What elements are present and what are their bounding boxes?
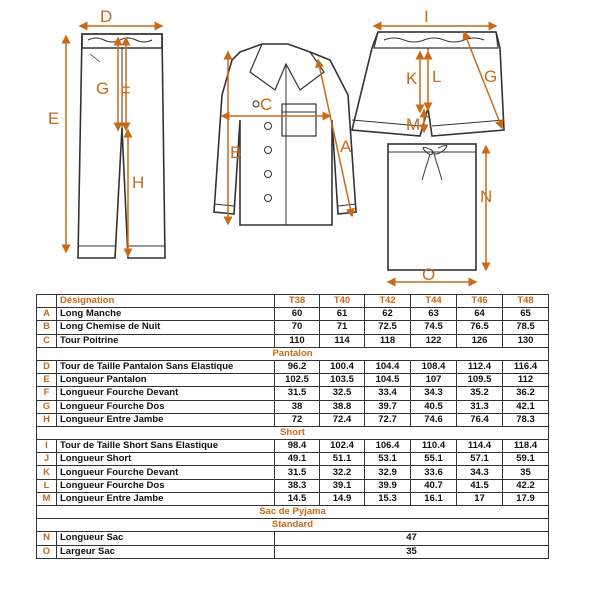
row-value: 72.5 [365, 321, 411, 334]
row-letter: H [37, 413, 57, 426]
table-row [37, 334, 549, 347]
row-value: 31.3 [457, 400, 503, 413]
row-label: Longueur Short [57, 453, 275, 466]
label-b: B [230, 143, 242, 162]
header-size: T44 [411, 295, 457, 308]
row-value: 65 [503, 308, 549, 321]
row-value: 42.1 [503, 400, 549, 413]
row-value: 14.5 [275, 492, 320, 505]
section-row [37, 426, 549, 439]
row-value: 118.4 [503, 440, 549, 453]
table-row [37, 413, 549, 426]
row-label: Longueur Fourche Devant [57, 387, 275, 400]
label-m: M [406, 115, 421, 134]
table-row [37, 492, 549, 505]
row-value: 116.4 [503, 360, 549, 373]
row-value: 39.9 [365, 479, 411, 492]
row-value: 61 [320, 308, 365, 321]
row-value: 33.4 [365, 387, 411, 400]
row-label: Longueur Entre Jambe [57, 413, 275, 426]
row-value: 107 [411, 374, 457, 387]
row-value: 53.1 [365, 453, 411, 466]
row-label: Tour de Taille Short Sans Elastique [57, 440, 275, 453]
row-value: 40.5 [411, 400, 457, 413]
table-row [37, 321, 549, 334]
row-value: 36.2 [503, 387, 549, 400]
row-label: Long Manche [57, 308, 275, 321]
row-value: 118 [365, 334, 411, 347]
row-value: 32.5 [320, 387, 365, 400]
row-value: 74.6 [411, 413, 457, 426]
row-value: 35 [503, 466, 549, 479]
row-value: 78.3 [503, 413, 549, 426]
section-sac-de-pyjama: Sac de Pyjama [37, 506, 549, 519]
row-value: 108.4 [411, 360, 457, 373]
table-row [37, 374, 549, 387]
label-l: L [432, 67, 442, 86]
row-value: 114 [320, 334, 365, 347]
row-value: 32.2 [320, 466, 365, 479]
header-size: T38 [275, 295, 320, 308]
row-letter: O [37, 545, 57, 558]
row-label: Longueur Pantalon [57, 374, 275, 387]
table-row [37, 400, 549, 413]
row-value: 40.7 [411, 479, 457, 492]
section-row [37, 506, 549, 519]
row-letter: J [37, 453, 57, 466]
row-value: 109.5 [457, 374, 503, 387]
row-label: Longueur Entre Jambe [57, 492, 275, 505]
row-value: 64 [457, 308, 503, 321]
row-label: Longueur Fourche Dos [57, 400, 275, 413]
row-value: 126 [457, 334, 503, 347]
row-value: 60 [275, 308, 320, 321]
header-size: T42 [365, 295, 411, 308]
row-value: 102.4 [320, 440, 365, 453]
row-label: Longueur Fourche Devant [57, 466, 275, 479]
row-letter: D [37, 360, 57, 373]
row-value: 47 [275, 532, 549, 545]
row-value: 103.5 [320, 374, 365, 387]
table-row [37, 545, 549, 558]
row-label: Longueur Sac [57, 532, 275, 545]
size-chart-table [36, 294, 549, 559]
row-value: 76.4 [457, 413, 503, 426]
row-letter: L [37, 479, 57, 492]
section-standard: Standard [37, 519, 549, 532]
label-a: A [340, 137, 352, 156]
table-row [37, 387, 549, 400]
row-value: 112.4 [457, 360, 503, 373]
row-letter: A [37, 308, 57, 321]
row-value: 72 [275, 413, 320, 426]
row-value: 106.4 [365, 440, 411, 453]
row-label: Long Chemise de Nuit [57, 321, 275, 334]
row-value: 32.9 [365, 466, 411, 479]
row-value: 38 [275, 400, 320, 413]
row-value: 31.5 [275, 387, 320, 400]
label-i: I [424, 7, 429, 26]
row-letter: G [37, 400, 57, 413]
row-value: 96.2 [275, 360, 320, 373]
table-row [37, 466, 549, 479]
row-value: 16.1 [411, 492, 457, 505]
row-value: 38.3 [275, 479, 320, 492]
row-value: 72.7 [365, 413, 411, 426]
row-letter: N [37, 532, 57, 545]
row-value: 130 [503, 334, 549, 347]
header-size: T46 [457, 295, 503, 308]
row-value: 63 [411, 308, 457, 321]
row-value: 34.3 [411, 387, 457, 400]
row-value: 100.4 [320, 360, 365, 373]
row-value: 35 [275, 545, 549, 558]
row-value: 62 [365, 308, 411, 321]
garment-measurement-diagram [0, 0, 600, 292]
label-c: C [260, 95, 273, 114]
row-value: 55.1 [411, 453, 457, 466]
label-g-shorts: G [484, 67, 498, 86]
pants-drawing [78, 34, 165, 258]
section-row [37, 519, 549, 532]
table-row [37, 440, 549, 453]
section-short: Short [37, 426, 549, 439]
row-value: 78.5 [503, 321, 549, 334]
row-value: 110.4 [411, 440, 457, 453]
row-value: 70 [275, 321, 320, 334]
row-value: 110 [275, 334, 320, 347]
row-value: 122 [411, 334, 457, 347]
row-value: 39.1 [320, 479, 365, 492]
row-value: 41.5 [457, 479, 503, 492]
table-row [37, 453, 549, 466]
table-row [37, 532, 549, 545]
row-value: 114.4 [457, 440, 503, 453]
row-value: 74.5 [411, 321, 457, 334]
header-size: T48 [503, 295, 549, 308]
row-label: Tour de Taille Pantalon Sans Elastique [57, 360, 275, 373]
row-label: Tour Poitrine [57, 334, 275, 347]
row-value: 31.5 [275, 466, 320, 479]
row-value: 39.7 [365, 400, 411, 413]
label-e: E [48, 109, 60, 128]
table-header-row [37, 295, 549, 308]
row-letter: I [37, 440, 57, 453]
row-letter: E [37, 374, 57, 387]
row-value: 34.3 [457, 466, 503, 479]
row-value: 17.9 [503, 492, 549, 505]
section-pantalon: Pantalon [37, 347, 549, 360]
row-value: 33.6 [411, 466, 457, 479]
row-value: 49.1 [275, 453, 320, 466]
label-f: F [120, 83, 131, 102]
row-value: 51.1 [320, 453, 365, 466]
row-value: 76.5 [457, 321, 503, 334]
label-h: H [132, 173, 145, 192]
row-value: 102.5 [275, 374, 320, 387]
label-o: O [422, 265, 436, 284]
row-value: 42.2 [503, 479, 549, 492]
row-letter: F [37, 387, 57, 400]
row-value: 72.4 [320, 413, 365, 426]
header-size: T40 [320, 295, 365, 308]
row-value: 104.4 [365, 360, 411, 373]
label-g-pants: G [96, 79, 110, 98]
row-value: 59.1 [503, 453, 549, 466]
row-value: 71 [320, 321, 365, 334]
row-value: 35.2 [457, 387, 503, 400]
table-row [37, 308, 549, 321]
row-letter: M [37, 492, 57, 505]
row-label: Longueur Fourche Dos [57, 479, 275, 492]
row-value: 14.9 [320, 492, 365, 505]
row-label: Largeur Sac [57, 545, 275, 558]
row-value: 15.3 [365, 492, 411, 505]
bag-drawing [388, 144, 476, 270]
row-value: 104.5 [365, 374, 411, 387]
row-value: 38.8 [320, 400, 365, 413]
row-value: 57.1 [457, 453, 503, 466]
section-row [37, 347, 549, 360]
header-designation: Désignation [57, 295, 275, 308]
row-letter: K [37, 466, 57, 479]
label-n: N [480, 187, 493, 206]
label-k: K [406, 69, 418, 88]
table-row [37, 479, 549, 492]
table-row [37, 360, 549, 373]
row-letter: B [37, 321, 57, 334]
label-d: D [100, 7, 113, 26]
row-letter: C [37, 334, 57, 347]
row-value: 112 [503, 374, 549, 387]
row-value: 17 [457, 492, 503, 505]
row-value: 98.4 [275, 440, 320, 453]
